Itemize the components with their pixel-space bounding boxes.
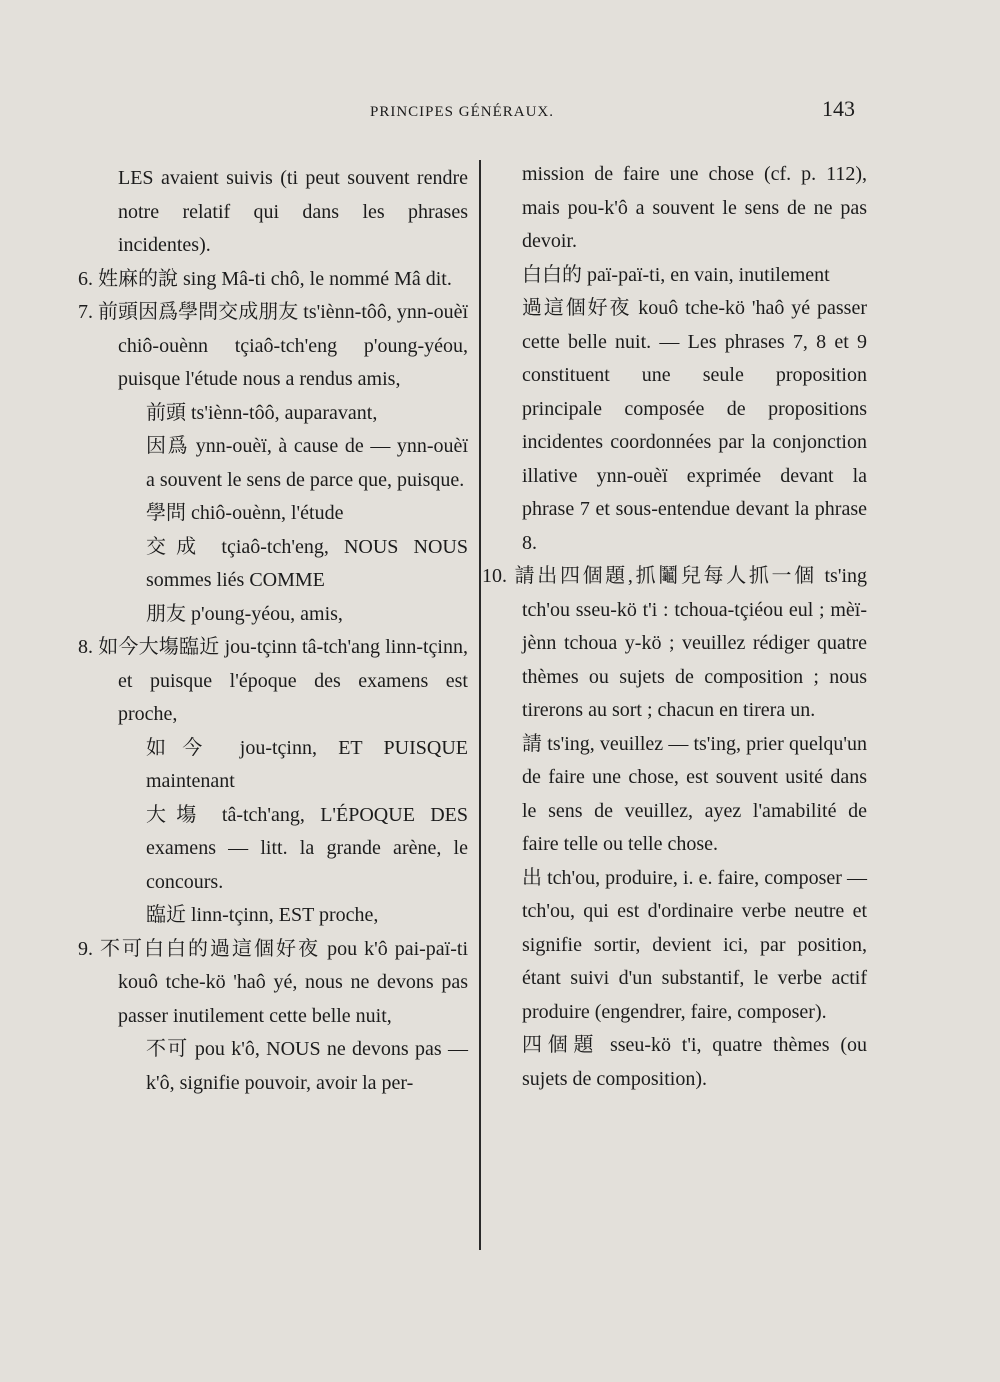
entry-6: 6. 姓麻的說 sing Mâ-ti chô, le nommé Mâ dit.	[78, 267, 452, 290]
gloss-item: 四個題 sseu-kö t'i, quatre thèmes (ou sujets de composition).	[522, 1034, 867, 1090]
paragraph-continuation: LES avaient suivis (ti peut souvent rendre notre relatif qui dans les phrases incidentes).	[118, 167, 468, 256]
gloss-item: 大塲 tâ-tch'ang, L'ÉPOQUE DES examens — litt. la grande arène, le concours.	[146, 803, 468, 893]
left-column	[78, 162, 468, 1100]
gloss-item: 白白的 paï-paï-ti, en vain, inutilement	[522, 263, 830, 286]
entry-7: 7. 前頭因爲學問交成朋友 ts'iènn-tôô, ynn-ouèï chiô-ouènn tçiaô-tch'eng p'oung-yéou, puisque l'étude nous a rendus amis,	[78, 301, 468, 390]
gloss-item: 不可 pou k'ô, NOUS ne devons pas — k'ô, signifie pouvoir, avoir la per-	[146, 1038, 468, 1094]
gloss-item: 交成 tçiaô-tch'eng, NOUS NOUS sommes liés COMME	[146, 535, 468, 591]
page-number: 143	[822, 96, 855, 121]
gloss-item: 前頭 ts'iènn-tôô, auparavant,	[146, 401, 378, 424]
entry-8: 8. 如今大塲臨近 jou-tçinn tâ-tch'ang linn-tçinn, et puisque l'époque des examens est proche,	[78, 636, 468, 725]
entry-9: 9. 不可白白的過這個好夜 pou k'ô pai-paï-ti kouô tche-kö 'haô yé, nous ne devons pas passer inutilement cette belle nuit,	[78, 937, 468, 1027]
gloss-item: 請 ts'ing, veuillez — ts'ing, prier quelqu'un de faire une chose, est souvent usité dans le sens de veuillez, ayez l'amabilité de faire telle ou telle chose.	[522, 732, 867, 855]
gloss-item: 學問 chiô-ouènn, l'étude	[146, 502, 344, 524]
paragraph-continuation: mission de faire une chose (cf. p. 112), mais pou-k'ô a souvent le sens de ne pas devoir.	[522, 163, 867, 252]
running-header: PRINCIPES GÉNÉRAUX.	[370, 104, 555, 120]
gloss-item: 過這個好夜 kouô tche-kö 'haô yé passer cette belle nuit. — Les phrases 7, 8 et 9 constituent une seule proposition principale composée de propositions incidentes coordonnées par la conjonction illative ynn-ouèï exprimée devant la phrase 7 et sous-entendue devant la phrase 8.	[522, 297, 867, 554]
gloss-item: 如今 jou-tçinn, ET PUISQUE maintenant	[146, 736, 468, 792]
gloss-item: 朋友 p'oung-yéou, amis,	[146, 602, 343, 625]
gloss-item: 因爲 ynn-ouèï, à cause de — ynn-ouèï a souvent le sens de parce que, puisque.	[146, 435, 468, 491]
gloss-item: 出 tch'ou, produire, i. e. faire, composer — tch'ou, qui est d'ordinaire verbe neutre et signifie sortir, devient ici, par position, étant suivi d'un substantif, le verbe actif produire (engendrer, faire, composer).	[522, 866, 867, 1023]
right-column	[482, 158, 867, 1096]
gloss-item: 臨近 linn-tçinn, EST proche,	[146, 904, 379, 926]
entry-10: 10. 請出四個題,抓鬮兒每人抓一個 ts'ing tch'ou sseu-kö t'i : tchoua-tçiéou eul ; mèï-jènn tchoua y-kö ; veuillez rédiger quatre thèmes ou sujets de composition ; nous tirerons au sort ; chacun en tirera un.	[482, 565, 867, 721]
column-divider	[479, 160, 481, 1250]
